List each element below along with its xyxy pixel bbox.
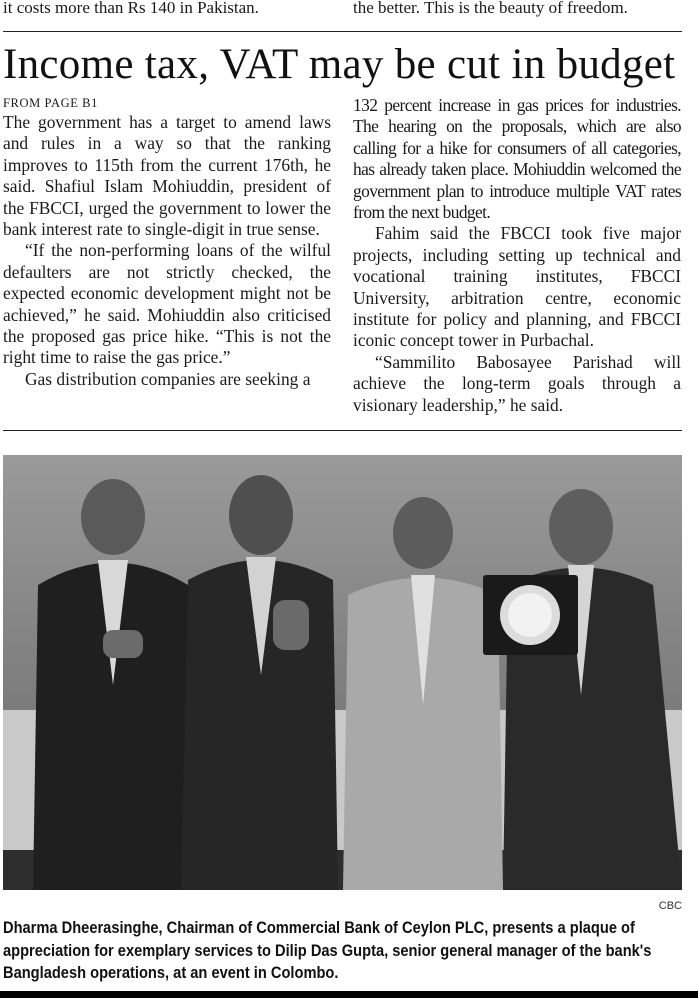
- article-right-column: [353, 95, 681, 416]
- paragraph: “Sammilito Babosayee Parishad will achieve the long-term goals through a visionary leadership,” he said.: [353, 351, 681, 415]
- previous-article-left-tail: it costs more than Rs 140 in Pakistan.: [3, 0, 259, 17]
- news-photo: [3, 455, 682, 890]
- plaque: [483, 575, 578, 655]
- previous-article-right-tail: the better. This is the beauty of freedom.: [353, 0, 628, 17]
- photo-caption: Dharma Dheerasinghe, Chairman of Commercial Bank of Ceylon PLC, presents a plaque of appreciation for exemplary services to Dilip Das Gupta, senior general manager of the bank's Bangladesh operations, at an event in Colombo.: [3, 919, 652, 982]
- photo-credit: CBC: [658, 900, 682, 912]
- section-divider-top: [3, 31, 682, 32]
- from-page-label: FROM PAGE B1: [3, 96, 98, 110]
- paragraph: The government has a target to amend laws and rules in a way so that the ranking improves to 115th from the current 176th, he said. Shafiul Islam Mohiuddin, president of the FBCCI, urged the government to lower the bank interest rate to single-digit in true sense.: [3, 112, 331, 240]
- page-bottom-bar: [0, 991, 698, 998]
- paragraph: 132 percent increase in gas prices for industries. The hearing on the proposals, which are also calling for a hike for consumers of all categories, has already taken place. Mohiuddin welcomed the government plan to introduce multiple VAT rates from the next budget.: [353, 95, 681, 223]
- paragraph: Fahim said the FBCCI took five major projects, including setting up technical and vocational training institutes, FBCCI University, arbitration centre, economic institute for policy and planning, and FBCCI iconic concept tower in Purbachal.: [353, 223, 681, 351]
- paragraph: Gas distribution companies are seeking a: [25, 368, 311, 389]
- headline: Income tax, VAT may be cut in budget: [3, 41, 676, 88]
- paragraph: “If the non-performing loans of the wilful defaulters are not strictly checked, the expected economic development might not be achieved,” he said. Mohiuddin also criticised the proposed gas price hike. “This is not the right time to raise the gas price.”: [3, 240, 331, 368]
- section-divider-bottom: [3, 430, 682, 431]
- article-left-column: [3, 112, 331, 390]
